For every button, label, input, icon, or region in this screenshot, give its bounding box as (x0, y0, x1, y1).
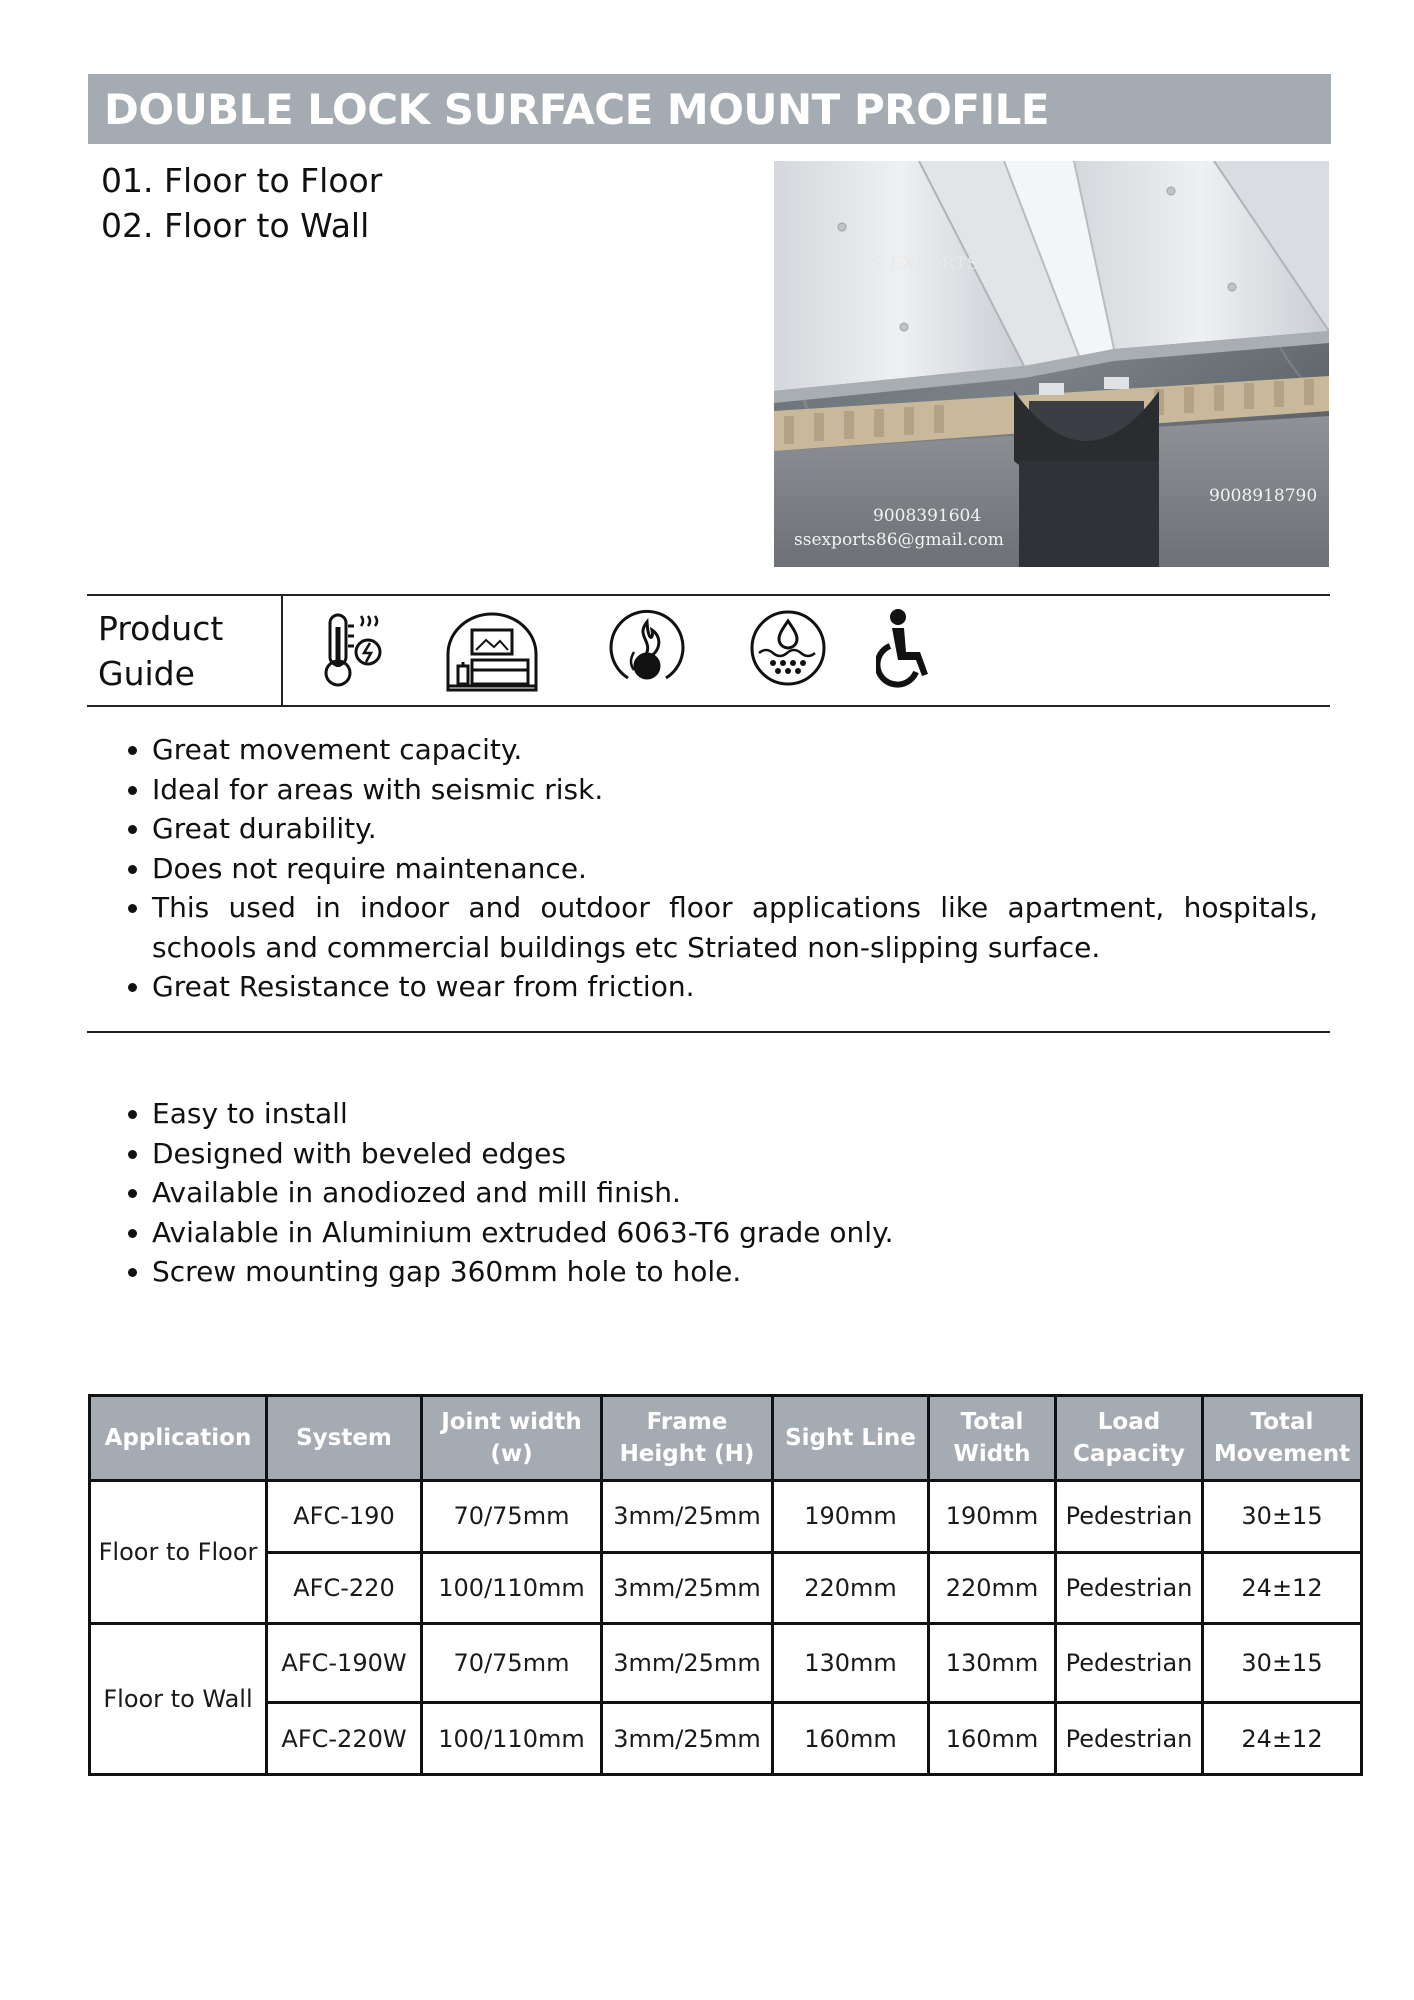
table-cell: Pedestrian (1056, 1703, 1203, 1775)
application-item: 02. Floor to Wall (101, 206, 370, 245)
product-guide-label: Product Guide (98, 609, 224, 693)
installation-features-list (110, 1094, 1318, 1292)
product-render-illustration (774, 161, 1329, 567)
column-header: Joint width (w) (422, 1396, 602, 1481)
table-cell: 220mm (773, 1552, 929, 1624)
specification-table (88, 1394, 1363, 1776)
table-cell: 130mm (773, 1624, 929, 1703)
table-cell: 24±12 (1203, 1552, 1362, 1624)
application-item: 01. Floor to Floor (101, 161, 383, 200)
divider (87, 1031, 1330, 1033)
table-cell: 3mm/25mm (602, 1703, 773, 1775)
table-row (90, 1552, 1362, 1624)
product-photo (774, 161, 1329, 567)
column-header: Sight Line (773, 1396, 929, 1481)
applications-list (101, 158, 382, 248)
table-cell: AFC-190W (267, 1624, 422, 1703)
table-cell: 24±12 (1203, 1703, 1362, 1775)
watermark-company-name: S S EXPORTS (854, 254, 979, 274)
table-cell: 190mm (929, 1481, 1056, 1553)
fire-resistance-icon (608, 608, 686, 692)
table-cell: AFC-190 (267, 1481, 422, 1553)
water-resistance-icon (749, 609, 827, 691)
feature-item: • Available in anodiozed and mill finish. (152, 1173, 1318, 1213)
table-cell: 3mm/25mm (602, 1624, 773, 1703)
watermark-phone-1: 9008391604 (873, 506, 982, 526)
watermark-email: ssexports86@gmail.com (794, 530, 1004, 550)
page-title: DOUBLE LOCK SURFACE MOUNT PROFILE (104, 85, 1050, 134)
table-cell: Pedestrian (1056, 1481, 1203, 1553)
table-cell: 70/75mm (422, 1624, 602, 1703)
table-cell: AFC-220 (267, 1552, 422, 1624)
application-cell: Floor to Wall (90, 1624, 267, 1775)
table-cell: 220mm (929, 1552, 1056, 1624)
divider (87, 705, 1330, 707)
table-cell: Pedestrian (1056, 1552, 1203, 1624)
table-cell: 160mm (929, 1703, 1056, 1775)
column-header: System (267, 1396, 422, 1481)
thermometer-icon (318, 612, 386, 692)
table-cell: 100/110mm (422, 1703, 602, 1775)
table-cell: Pedestrian (1056, 1624, 1203, 1703)
feature-item: • This used in indoor and outdoor floor applications like apartment, hospitals, schools and commercial buildings etc Striated non-slipping surface. (152, 888, 1318, 967)
features-list (110, 730, 1318, 1007)
table-cell: 130mm (929, 1624, 1056, 1703)
guide-divider (281, 594, 283, 706)
table-row (90, 1624, 1362, 1703)
column-header: Frame Height (H) (602, 1396, 773, 1481)
feature-item: • Designed with beveled edges (152, 1134, 1318, 1174)
wheelchair-icon (876, 608, 932, 692)
table-cell: 160mm (773, 1703, 929, 1775)
table-cell: 100/110mm (422, 1552, 602, 1624)
column-header: Total Width (929, 1396, 1056, 1481)
column-header: Total Movement (1203, 1396, 1362, 1481)
table-cell: 70/75mm (422, 1481, 602, 1553)
column-header: Application (90, 1396, 267, 1481)
table-cell: 3mm/25mm (602, 1552, 773, 1624)
table-row (90, 1481, 1362, 1553)
feature-item: • Does not require maintenance. (152, 849, 1318, 889)
divider (87, 594, 1330, 596)
table-row (90, 1703, 1362, 1775)
table-cell: 30±15 (1203, 1481, 1362, 1553)
column-header: Load Capacity (1056, 1396, 1203, 1481)
title-bar (88, 74, 1331, 144)
application-cell: Floor to Floor (90, 1481, 267, 1624)
feature-item: • Screw mounting gap 360mm hole to hole. (152, 1252, 1318, 1292)
feature-item: • Ideal for areas with seismic risk. (152, 770, 1318, 810)
feature-item: • Easy to install (152, 1094, 1318, 1134)
bedroom-icon (444, 610, 540, 696)
table-header-row (90, 1396, 1362, 1481)
feature-item: • Great Resistance to wear from friction. (152, 967, 1318, 1007)
table-cell: 30±15 (1203, 1624, 1362, 1703)
table-cell: 190mm (773, 1481, 929, 1553)
watermark-phone-2: 9008918790 (1209, 486, 1318, 506)
table-cell: 3mm/25mm (602, 1481, 773, 1553)
feature-item: • Great movement capacity. (152, 730, 1318, 770)
table-cell: AFC-220W (267, 1703, 422, 1775)
feature-item: • Avialable in Aluminium extruded 6063-T6 grade only. (152, 1213, 1318, 1253)
feature-item: • Great durability. (152, 809, 1318, 849)
